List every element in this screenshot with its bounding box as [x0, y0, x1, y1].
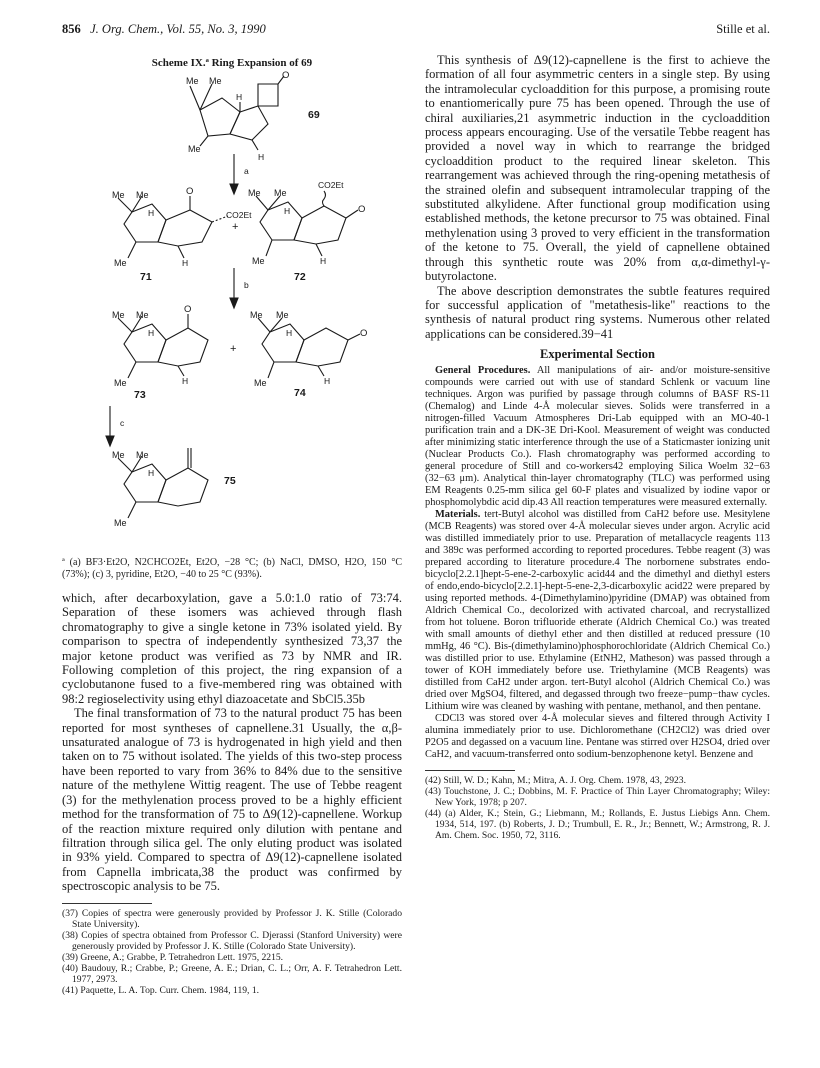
plus-sign: + — [230, 343, 237, 355]
footnotes-left — [62, 908, 402, 996]
atom-me: Me — [186, 76, 199, 86]
footnote: (37) Copies of spectra were generously provided by Professor J. K. Stille (Colorado State University). — [62, 907, 402, 930]
atom-me: Me — [252, 256, 265, 266]
step-label-b: b — [244, 280, 249, 290]
arrowhead-icon — [230, 184, 238, 194]
footnote: (43) Touchstone, J. C.; Dobbins, M. F. Practice of Thin Layer Chromatography; Wiley: New York, 1978; p 207. — [425, 786, 770, 809]
body-paragraph: CDCl3 was stored over 4-Å molecular sieves and filtered through Activity I alumina immediately prior to use. Dichloromethane (CH2Cl2) was dried over P2O5 and degassed on a vacuum line. Pentane was stirred over H2SO4, dried over CaH2, and vacuum-transferred onto sodium-benzophenone ketyl. Benzene and — [425, 713, 770, 761]
atom-me: Me — [248, 188, 261, 198]
materials-paragraph — [425, 509, 770, 713]
footnote-divider — [425, 770, 515, 771]
compound-72-structure — [256, 191, 358, 256]
compound-75-structure — [118, 448, 208, 518]
authors: Stille et al. — [716, 22, 770, 36]
footnote: (40) Baudouy, R.; Crabbe, P.; Greene, A. E.; Drian, C. L.; Orr, A. F. Tetrahedron Lett. 1977, 2973. — [62, 962, 402, 985]
atom-o: O — [358, 204, 366, 215]
atom-o: O — [184, 304, 192, 315]
section-heading: Experimental Section — [540, 347, 655, 362]
compound-label-71: 71 — [140, 271, 152, 283]
atom-me: Me — [112, 450, 125, 460]
atom-me: Me — [250, 310, 263, 320]
compound-label-69: 69 — [308, 109, 320, 121]
paragraph-text: All manipulations of air- and/or moisture-sensitive compounds were carried out with use of standard Schlenk or vacuum line techniques. Argon was purified by passage through columns of BASF RS-11 (Chemalog) and Linde 4-Å molecular sieves. Solids were transferred in a nitrogen-filled Vacuum Atmospheres Dri-Lab equipped with an MO-40-1 purification train and a DK-3E Dri-Kool. Measurement of weight was conducted after minimizing static interference through the use of a Staticmaster ionizing unit (Nuclear Products Co.). Flash chromatography was performed according to general procedure of Still and co-workers42 employing Silica Woelm 32−63 (32−63 μm). Analytical thin-layer chromatography (TLC) was performed using EM Reagents 0.25-mm silica gel 60-F plates and visualized by iodine vapor or phosphomolybdic acid dip.43 All reaction temperatures were measured externally. — [425, 365, 770, 509]
footnote: (42) Still, W. D.; Kahn, M.; Mitra, A. J. Org. Chem. 1978, 43, 2923. — [425, 775, 686, 787]
substituent-co2et: CO2Et — [226, 210, 252, 220]
atom-h: H — [286, 328, 293, 338]
compound-label-74: 74 — [294, 387, 306, 399]
atom-h: H — [284, 206, 291, 216]
page-number: 856 — [62, 22, 81, 36]
atom-h: H — [148, 468, 155, 478]
journal-citation: J. Org. Chem., Vol. 55, No. 3, 1990 — [90, 22, 266, 36]
left-column — [62, 557, 402, 996]
atom-me: Me — [209, 76, 222, 86]
atom-me: Me — [274, 188, 287, 198]
footnote: (44) (a) Alder, K.; Stein, G.; Liebmann, M.; Rollands, E. Justus Liebigs Ann. Chem. 1934, 514, 197. (b) Roberts, J. D.; Trumbull, E. R., Jr.; Bennett, W.; Armstrong, R. J. Am. Chem. Soc. 1950, 72, 3116. — [425, 808, 770, 842]
atom-h: H — [182, 258, 189, 268]
body-paragraph: The above description demonstrates the subtle features required for successful application of "metathesis-like" reactions to the synthesis of natural product ring systems. Numerous other related applications can be considered.39−41 — [425, 283, 770, 341]
atom-me: Me — [276, 310, 289, 320]
body-paragraph: which, after decarboxylation, gave a 5.0:1.0 ratio of 73:74. Separation of these isomers was achieved through flash chromatography to give a single ketone in 73% isolated yield. By comparison to spectra of independently synthesized 73,37 the major ketone product was verified as 73 by NMR and IR. Following completion of this project, the ring expansion of a cyclobutanone fused to a five-membered ring was obtained with 98:2 regioselectivity using ethyl diazoacetate and SbCl5.35b — [62, 591, 402, 706]
step-label-c: c — [120, 418, 125, 428]
atom-me: Me — [254, 378, 267, 388]
atom-h: H — [324, 376, 331, 386]
compound-71-structure — [118, 196, 228, 258]
right-column — [425, 53, 770, 841]
atom-me: Me — [136, 190, 149, 200]
atom-o: O — [360, 328, 368, 339]
runin-heading: General Procedures. — [435, 365, 531, 377]
atom-h: H — [236, 92, 243, 102]
atom-me: Me — [112, 190, 125, 200]
atom-h: H — [258, 152, 265, 162]
body-paragraph: This synthesis of Δ9(12)-capnellene is the first to achieve the formation of all four asymmetric centers in a single step. By using the intramolecular cycloaddition for this purpose, a promising route to enantiomerically pure 75 has been opened. Through the use of chiral auxiliaries,21 asymmetric induction in the cycloaddition process appears encouraging. Use of the versatile Tebbe reagent has provided a novel way in which to rearrange the bridged cycloaddition product to the required linear skeleton. This rearrangement was achieved through the ring-opening metathesis of the strained olefin and subsequent intramolecular trapping of the substituted alkylidene. After functional group modification using established methods, the ketone precursor to 75 was obtained. Final methylenation using 3 proved to very efficient in the transformation of the ketone to 75. Overall, the yield of capnellene obtained through this synthetic route was 20% from α,α-dimethyl-γ-butyrolactone. — [425, 53, 770, 284]
paragraph-text: tert-Butyl alcohol was distilled from CaH2 before use. Mesitylene (MCB Reagents) was stored over 4-Å molecular sieves under argon. Acrylic acid was distilled immediately prior to use. Preparation of metallacycle reagents 113 and 389c was performed according to reported procedures. Tebbe reagent (3) was prepared according to literature procedure.4 The norbornene substrates endo-bicyclo[2.2.1]hept-5-ene-2-carboxylic acid44 and the dimethyl and diethyl esters of endo,endo-bicyclo[2.2.1]-hept-5-ene-2,3-dicarboxylic acid22 were prepared by using reported methods. 4-(Dimethylamino)pyridine (DMAP) was obtained from Aldrich Chemical Co., decolorized with activated charcoal, and recrystallized from hot toluene. Boron trifluoride etherate (Aldrich Chemical Co.) was treated with small amounts of diethyl ether and then distilled at reduced pressure (10 mmHg, 46 °C). Bis-(dimethylamino)phosphorochloridate (Aldrich Chemical Co.) was distilled prior to use. Ethylamine (EtNH2, Matheson) was passed through a tower of KOH immediately before use. Triethylamine (MCB Reagents) was distilled from CaH2 under argon. tert-Butyl alcohol (Aldrich Chemical Co.) was dried over MgSO4, filtered, and degassed through two freeze−pump−thaw cycles. Lithium wire was cleaned by washing with pentane, methanol, and then pentane. — [425, 509, 770, 713]
footnotes-right — [425, 775, 770, 841]
atom-me: Me — [188, 144, 201, 154]
atom-me: Me — [114, 258, 127, 268]
compound-73-structure — [118, 314, 208, 378]
atom-h: H — [182, 376, 189, 386]
atom-me: Me — [112, 310, 125, 320]
reaction-scheme — [62, 70, 402, 532]
footnote-divider — [62, 903, 152, 904]
compound-69-structure — [190, 76, 284, 150]
scheme-caption: ª (a) BF3·Et2O, N2CHCO2Et, Et2O, −28 °C; (b) NaCl, DMSO, H2O, 150 °C (73%); (c) 3, pyridine, Et2O, −40 to 25 °C (93%). — [62, 557, 402, 580]
arrowhead-icon — [106, 436, 114, 446]
arrowhead-icon — [230, 298, 238, 308]
body-paragraph: The final transformation of 73 to the natural product 75 has been reported for most syntheses of capnellene.31 Usually, the α,β-unsaturated analogue of 73 is hydrogenated in high yield and then taken on to 75 without isolated. The yields of this two-step process have been reported to vary from 36% to 84% due to the sensitive nature of the methylene Wittig reagent. The use of Tebbe reagent (3) for the methylenation process proved to be a highly efficient method for the transformation of 75 to Δ9(12)-capnellene. Workup of the reaction mixture required only dilution with pentane and filtration through silica gel. The only eluting product was isolated in 93% yield. Compared to spectra of Δ9(12)-capnellene isolated from Capnella imbricata,38 the product was confirmed by spectroscopic analysis to be 75. — [62, 706, 402, 894]
atom-me: Me — [136, 310, 149, 320]
general-procedures-paragraph — [425, 365, 770, 509]
atom-h: H — [148, 328, 155, 338]
substituent-co2et: CO2Et — [318, 180, 344, 190]
atom-o: O — [282, 70, 290, 81]
compound-label-73: 73 — [134, 389, 146, 401]
compound-label-72: 72 — [294, 271, 306, 283]
atom-h: H — [320, 256, 327, 266]
plus-sign: + — [232, 221, 239, 233]
footnote: (41) Paquette, L. A. Top. Curr. Chem. 1984, 119, 1. — [62, 984, 260, 996]
footnote: (39) Greene, A.; Grabbe, P. Tetrahedron Lett. 1975, 2215. — [62, 951, 284, 963]
atom-h: H — [148, 208, 155, 218]
atom-me: Me — [136, 450, 149, 460]
compound-label-75: 75 — [224, 475, 236, 487]
compound-74-structure — [258, 318, 360, 378]
step-label-a: a — [244, 166, 249, 176]
atom-me: Me — [114, 518, 127, 528]
scheme-title: Scheme IX.ª Ring Expansion of 69 — [151, 57, 313, 69]
atom-o: O — [186, 186, 194, 197]
footnote: (38) Copies of spectra obtained from Professor C. Djerassi (Stanford University) were generously provided by Professor J. K. Stille (Colorado State University). — [62, 929, 402, 952]
atom-me: Me — [114, 378, 127, 388]
runin-heading: Materials. — [435, 509, 481, 521]
running-header — [62, 22, 770, 38]
